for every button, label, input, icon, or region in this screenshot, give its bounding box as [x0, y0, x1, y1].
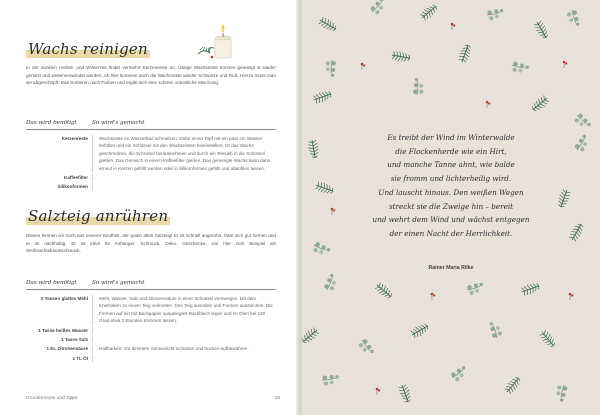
poem-line: sie fromm und lichterheilig wird.: [390, 174, 512, 184]
table-cell-item: 1 Tasse heißes Wasser: [38, 327, 88, 333]
table-cell-item: Silikonformen: [57, 184, 88, 190]
right-page: [302, 0, 600, 415]
section-heading-wachs-reinigen: Wachs reinigen: [28, 40, 148, 58]
candle-icon: [196, 20, 240, 64]
table-header: [26, 120, 276, 130]
table-header: [26, 280, 276, 290]
poem-line: die Flockenherde wie ein Hirt,: [395, 146, 507, 156]
table-cell-desc: Haltbarkeit: Vor direktem Sonnenlicht schützen und trocken aufbewahren.: [92, 345, 276, 352]
table-cell-item: 1 Tasse Salz: [61, 337, 88, 343]
table-cell-item: 2 Tassen glattes Mehl: [40, 296, 88, 301]
table-cell-desc: [92, 174, 276, 181]
table-cell-item: Kerzenreste: [61, 136, 88, 141]
table-row: [26, 345, 276, 352]
poem-line: der einen Nacht der Herrlichkeit.: [389, 228, 513, 238]
poem-author: Rainer Maria Rilke: [428, 265, 474, 271]
section-heading-salzteig: Salzteig anrühren: [28, 207, 169, 225]
table-cell-desc: [92, 336, 276, 343]
table-cell-desc: [92, 183, 276, 190]
header-needed: Das wird benötigt: [26, 280, 77, 286]
poem-line: und manche Tanne ahnt, wie balde: [387, 160, 515, 170]
instruction-table-salzteig: [26, 280, 276, 364]
page-footer: [26, 396, 280, 401]
section-intro-salzteig: Diesen kennen wir noch aus unserer Kindheit, der guten alten Salzteig! Er ist schnell angerührt, lässt sich gut formen und er ist nachhaltig. Er ist ideal für Anhänger, Schmuck, Deko, Geschenke, wie hier zum Beispiel als Weihnachtsbaumschmuck.: [26, 233, 276, 254]
header-howto: So wird's gemacht: [92, 120, 145, 126]
footer-chapter: Grundrezepte und Tipps: [26, 396, 78, 401]
table-row: [26, 135, 276, 172]
table-cell-item: Kaffeefilter: [64, 175, 88, 181]
rilke-poem: [344, 131, 558, 241]
page-number: 18: [274, 396, 280, 401]
table-row: [26, 174, 276, 181]
table-row: [26, 183, 276, 190]
table-cell-item: 1 EL Zitronensäure: [46, 346, 88, 352]
table-row: [26, 295, 276, 325]
table-cell-desc: Wachsreste im Wasserbad schmelzen. Dafür einen Topf mit ein paar cm Wasser befüllen und ein Schüssel mit den Wachsresten hineinstellen. Ist das Wachs geschmolzen, die Schüssel herausnehmen und durch ein Teesieb in die Schüssel gießen. Das Gemisch in einem Kaffeefilter gießen. Das gereinigte Wachs kann dann erneut in Kerzen gefüllt werden oder in Silikonformen gefüllt und abkühlen lassen.: [92, 135, 276, 172]
poem-line: und wehrt dem Wind und wächst entgegen: [372, 215, 530, 225]
poem-line: Und lauscht hinaus. Den weißen Wegen: [378, 187, 524, 197]
header-howto: So wird's gemacht: [92, 280, 145, 286]
section-intro-wachs: In der dunklen Herbst- und Winterzeit findet vermehrt Kerzenreste an. Übrige Wachsreste können gereinigt & wieder genutzt und weiterverwendet werden. Ab hier kommen auch die Wachsreste wieder Schwarze und Ruß. Hierzu muss man sie abgeschöpft. Das Sortieren nach Farben und ergibt sich eine schöne ordentliche Mischung.: [26, 65, 276, 86]
poem-line: Es treibt der Wind im Winterwalde: [387, 133, 515, 142]
table-row: [26, 355, 276, 362]
left-page: [0, 0, 298, 415]
table-cell-desc: [92, 355, 276, 362]
poem-line: streckt sie die Zweige hin – bereit: [388, 201, 514, 211]
table-cell-item: 1 TL Öl: [72, 355, 88, 361]
table-row: [26, 327, 276, 334]
table-cell-desc: Mehl, Wasser, Salz und Zitronensäure in einer Schüssel vermengen. Mit dem Knethaken zu einem Teig verkneten. Den Teig ausrollen und Formen ausstechen. Die Formen auf ein mit Backpapier ausgelegtes Backblech legen und im Ofen bei 120 Grad etwa 2 Stunden trocknen lassen.: [92, 295, 276, 325]
table-cell-desc: [92, 327, 276, 334]
table-row: [26, 336, 276, 343]
header-needed: Das wird benötigt: [26, 120, 77, 126]
instruction-table-wachs: [26, 120, 276, 193]
